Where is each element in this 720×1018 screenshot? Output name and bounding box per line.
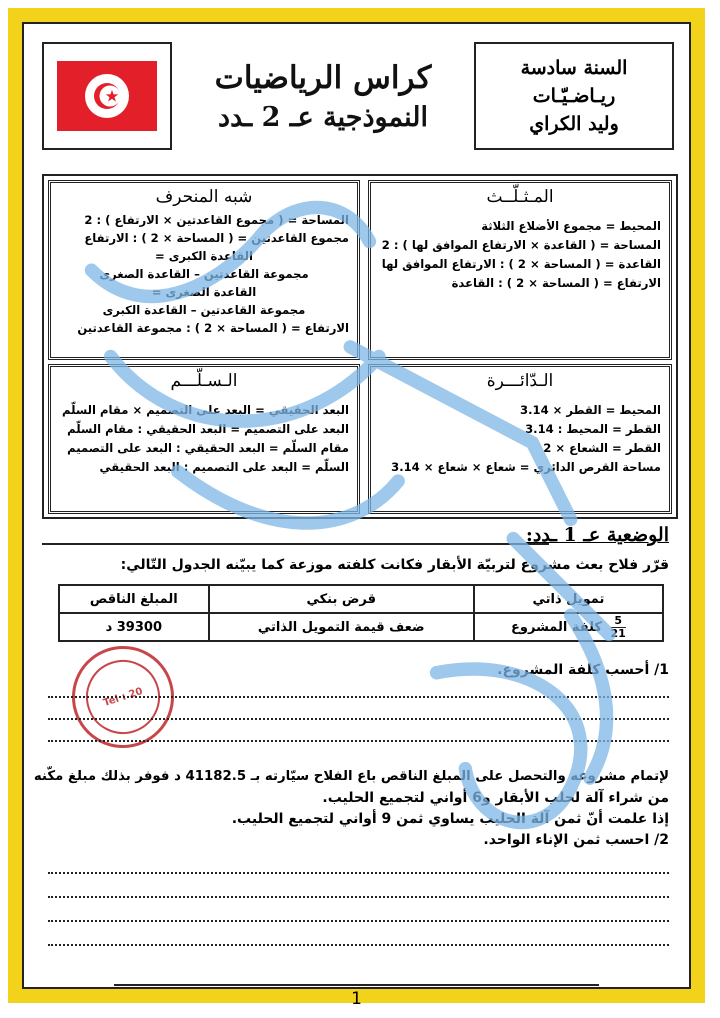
header [42,42,674,150]
financing-table [58,584,664,642]
flag-box [42,42,172,150]
tunisia-flag [57,61,157,131]
table-header: تمويل ذاتي [474,585,663,613]
scale-card [48,364,360,514]
trapezoid-title: شبه المنحرف [155,187,253,207]
flag-crescent-star-icon [85,74,129,118]
paragraph-line: إذا علمت أنّ ثمن آلة الحليب يساوي ثمن 9 أواني لتجميع الحليب. [231,811,669,827]
footer-rule [114,984,599,986]
formula-line: القاعدة = ( المساحة × 2 ) : الارتفاع الموافق لها [381,257,661,271]
circle-title: الـدّائـــرة [486,371,554,391]
answer-line[interactable] [48,872,669,874]
formula-line: المحيط = مجموع الأضلاع الثلاثة [481,219,661,233]
triangle-title: المـثـلّــث [486,187,554,207]
situation-intro: قرّر فلاح بعث مشروع لتربيّة الأبقار فكانت كلفته موزعة كما يبيّنه الجدول التّالي: [120,557,669,573]
sub-title: النموذجية عـ 2 ـدد [218,101,428,133]
formula-line: الارتفاع = ( المساحة × 2 ) : مجموعة القاعدتين [77,321,349,335]
missing-amount-cell: 39300 د [59,613,209,641]
formula-line: المساحة = ( مجموع القاعدتين × الارتفاع ) : 2 [84,213,349,227]
answer-line[interactable] [48,718,669,720]
triangle-card [368,180,672,360]
formulas-grid [42,174,678,519]
divider [42,543,549,545]
self-financing-text: كلفة المشروع [511,619,602,635]
table-header-row [59,585,663,613]
page-number: 1 [351,989,362,1009]
page-content [33,34,679,1009]
formula-line: القاعدة الصغرى = [151,285,257,299]
self-financing-cell [474,613,663,641]
grade-label: السنة سادسة [520,57,628,79]
question-2: 2/ احسب ثمن الإناء الواحد. [483,832,669,848]
formula-line: القاعدة الكبرى = [155,249,253,263]
formula-line: البعد الحقيقي = البعد على التصميم × مقام السلّم [62,403,349,417]
main-title: كراس الرياضيات [214,59,432,96]
question-1: 1/ أحسب كلفة المشروع. [497,662,669,678]
fraction [611,615,626,640]
formula-line: السلّم = البعد على التصميم : البعد الحقيقي [99,460,349,474]
formula-line: البعد على التصميم = البعد الحقيقي : مقام السلّم [67,422,349,436]
author-label: وليد الكراي [529,113,619,135]
answer-line[interactable] [48,696,669,698]
formula-line: مجموعة القاعدتين – القاعدة الصغرى [99,267,309,281]
title-box [178,42,468,150]
fraction-denominator: 21 [610,626,626,640]
table-header: قرض بنكي [209,585,474,613]
formula-line: مساحة القرص الدائري = شعاع × شعاع × 3.14 [391,460,661,474]
paragraph-line: من شراء آلة لحلب الأبقار و6 أواني لتجميع الحليب. [322,790,669,806]
formula-line: مقام السلّم = البعد الحقيقي : البعد على التصميم [67,441,349,455]
info-box [474,42,674,150]
subject-label: ريـاضـيّـات [532,85,616,107]
stamp-text: Tel : 20 [76,650,169,743]
answer-line[interactable] [48,740,669,742]
trapezoid-card [48,180,360,360]
formula-line: مجموعة القاعدتين – القاعدة الكبرى [102,303,306,317]
worksheet-page [8,8,705,1009]
formula-line: القطر = الشعاع × 2 [543,441,661,455]
scale-title: الـسـلّـــم [170,371,238,391]
table-row [59,613,663,641]
circle-card [368,364,672,514]
formula-line: المساحة = ( القاعدة × الارتفاع الموافق لها ) : 2 [381,238,661,252]
paragraph-line: لإتمام مشروعه والتحصل على المبلغ الناقص باع الفلاح سيّارته بـ 41182.5 د فوفر بذلك مبلغ مكّنه [33,769,669,784]
fraction-numerator: 5 [611,615,626,628]
answer-line[interactable] [48,944,669,946]
answer-line[interactable] [48,920,669,922]
answer-line[interactable] [48,896,669,898]
formula-line: القطر = المحيط : 3.14 [525,422,661,436]
table-header: المبلغ الناقص [59,585,209,613]
bank-loan-cell: ضعف قيمة التمويل الذاتي [209,613,474,641]
formula-line: الارتفاع = ( المساحة × 2 ) : القاعدة [451,276,661,290]
formula-line: المحيط = القطر × 3.14 [520,403,661,417]
situation-title: الوضعية عـ 1 ـدد: [525,524,669,546]
formula-line: مجموع القاعدتين = ( المساحة × 2 ) : الارتفاع [84,231,349,245]
